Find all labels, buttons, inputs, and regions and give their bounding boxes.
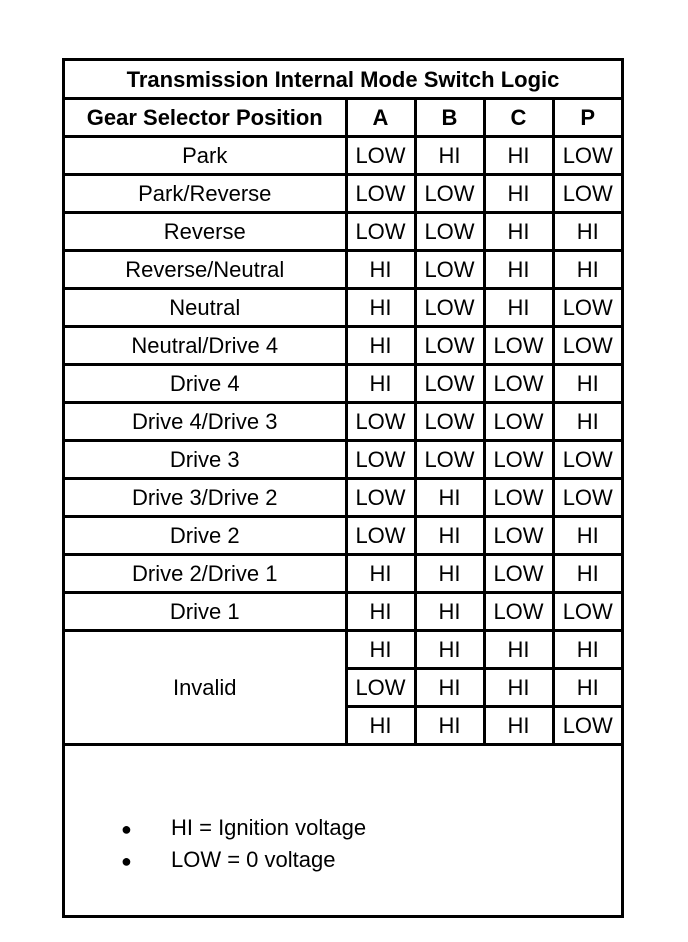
signal-p-cell: LOW [553,593,621,631]
signal-b-cell: LOW [415,441,484,479]
signal-c-cell: LOW [484,327,553,365]
signal-b-cell: LOW [415,251,484,289]
signal-b-cell: HI [415,555,484,593]
legend-item-low [121,845,335,875]
signal-p-cell: HI [553,403,621,441]
signal-c-cell: HI [484,175,553,213]
signal-p-cell: LOW [553,175,621,213]
table-row [65,137,621,175]
signal-a-cell: HI [346,593,415,631]
signal-a-cell: LOW [346,669,415,707]
signal-c-cell: HI [484,289,553,327]
table-row [65,175,621,213]
bullet-icon: ● [121,851,132,871]
signal-a-cell: LOW [346,137,415,175]
legend [65,801,621,915]
signal-a-cell: HI [346,289,415,327]
legend-text: LOW = 0 voltage [171,847,336,872]
gear-position-cell: Park [65,137,346,175]
signal-c-cell: HI [484,707,553,745]
table-row [65,517,621,555]
gear-position-cell: Drive 3 [65,441,346,479]
signal-a-cell: LOW [346,479,415,517]
signal-a-cell: HI [346,631,415,669]
signal-a-cell: HI [346,327,415,365]
table-row [65,289,621,327]
header-b: B [415,100,484,137]
signal-b-cell: LOW [415,365,484,403]
signal-c-cell: HI [484,631,553,669]
signal-p-cell: LOW [553,707,621,745]
signal-c-cell: LOW [484,517,553,555]
signal-b-cell: LOW [415,289,484,327]
signal-b-cell: LOW [415,175,484,213]
signal-p-cell: LOW [553,327,621,365]
table-title: Transmission Internal Mode Switch Logic [65,61,621,100]
signal-b-cell: HI [415,517,484,555]
signal-c-cell: LOW [484,555,553,593]
signal-b-cell: HI [415,137,484,175]
signal-b-cell: HI [415,593,484,631]
signal-p-cell: HI [553,555,621,593]
header-gear-selector-position: Gear Selector Position [65,100,346,137]
signal-b-cell: LOW [415,327,484,365]
table-row [65,441,621,479]
table-row [65,593,621,631]
invalid-row [65,631,621,669]
signal-p-cell: LOW [553,137,621,175]
signal-p-cell: HI [553,213,621,251]
mode-switch-logic-table [65,100,621,746]
signal-c-cell: LOW [484,479,553,517]
signal-c-cell: LOW [484,593,553,631]
table-row [65,479,621,517]
signal-b-cell: LOW [415,403,484,441]
gear-position-cell: Neutral [65,289,346,327]
invalid-label-cell: Invalid [65,631,346,745]
signal-c-cell: HI [484,213,553,251]
signal-c-cell: LOW [484,403,553,441]
signal-a-cell: LOW [346,213,415,251]
signal-p-cell: HI [553,365,621,403]
signal-b-cell: HI [415,669,484,707]
signal-p-cell: HI [553,631,621,669]
gear-position-cell: Neutral/Drive 4 [65,327,346,365]
signal-a-cell: LOW [346,441,415,479]
signal-p-cell: HI [553,669,621,707]
signal-b-cell: LOW [415,213,484,251]
legend-item-hi [121,813,366,843]
signal-a-cell: HI [346,365,415,403]
table-row [65,403,621,441]
table-row [65,555,621,593]
signal-p-cell: HI [553,251,621,289]
mode-switch-table-frame [62,58,624,918]
header-row [65,100,621,137]
signal-c-cell: HI [484,137,553,175]
gear-position-cell: Park/Reverse [65,175,346,213]
signal-a-cell: HI [346,251,415,289]
signal-c-cell: LOW [484,365,553,403]
signal-p-cell: LOW [553,479,621,517]
signal-p-cell: HI [553,517,621,555]
gear-position-cell: Reverse [65,213,346,251]
legend-text: HI = Ignition voltage [171,815,367,840]
gear-position-cell: Drive 3/Drive 2 [65,479,346,517]
signal-c-cell: HI [484,251,553,289]
table-row [65,251,621,289]
gear-position-cell: Drive 4/Drive 3 [65,403,346,441]
gear-position-cell: Drive 4 [65,365,346,403]
bullet-icon: ● [121,819,132,839]
signal-a-cell: LOW [346,175,415,213]
gear-position-cell: Drive 2 [65,517,346,555]
signal-b-cell: HI [415,707,484,745]
header-a: A [346,100,415,137]
gear-position-cell: Reverse/Neutral [65,251,346,289]
gear-position-cell: Drive 2/Drive 1 [65,555,346,593]
signal-a-cell: LOW [346,517,415,555]
signal-c-cell: HI [484,669,553,707]
table-body [65,137,621,745]
signal-b-cell: HI [415,479,484,517]
signal-p-cell: LOW [553,441,621,479]
header-p: P [553,100,621,137]
table-row [65,365,621,403]
table-row [65,213,621,251]
header-c: C [484,100,553,137]
signal-a-cell: HI [346,707,415,745]
table-row [65,327,621,365]
signal-b-cell: HI [415,631,484,669]
signal-p-cell: LOW [553,289,621,327]
signal-a-cell: LOW [346,403,415,441]
signal-c-cell: LOW [484,441,553,479]
gear-position-cell: Drive 1 [65,593,346,631]
signal-a-cell: HI [346,555,415,593]
